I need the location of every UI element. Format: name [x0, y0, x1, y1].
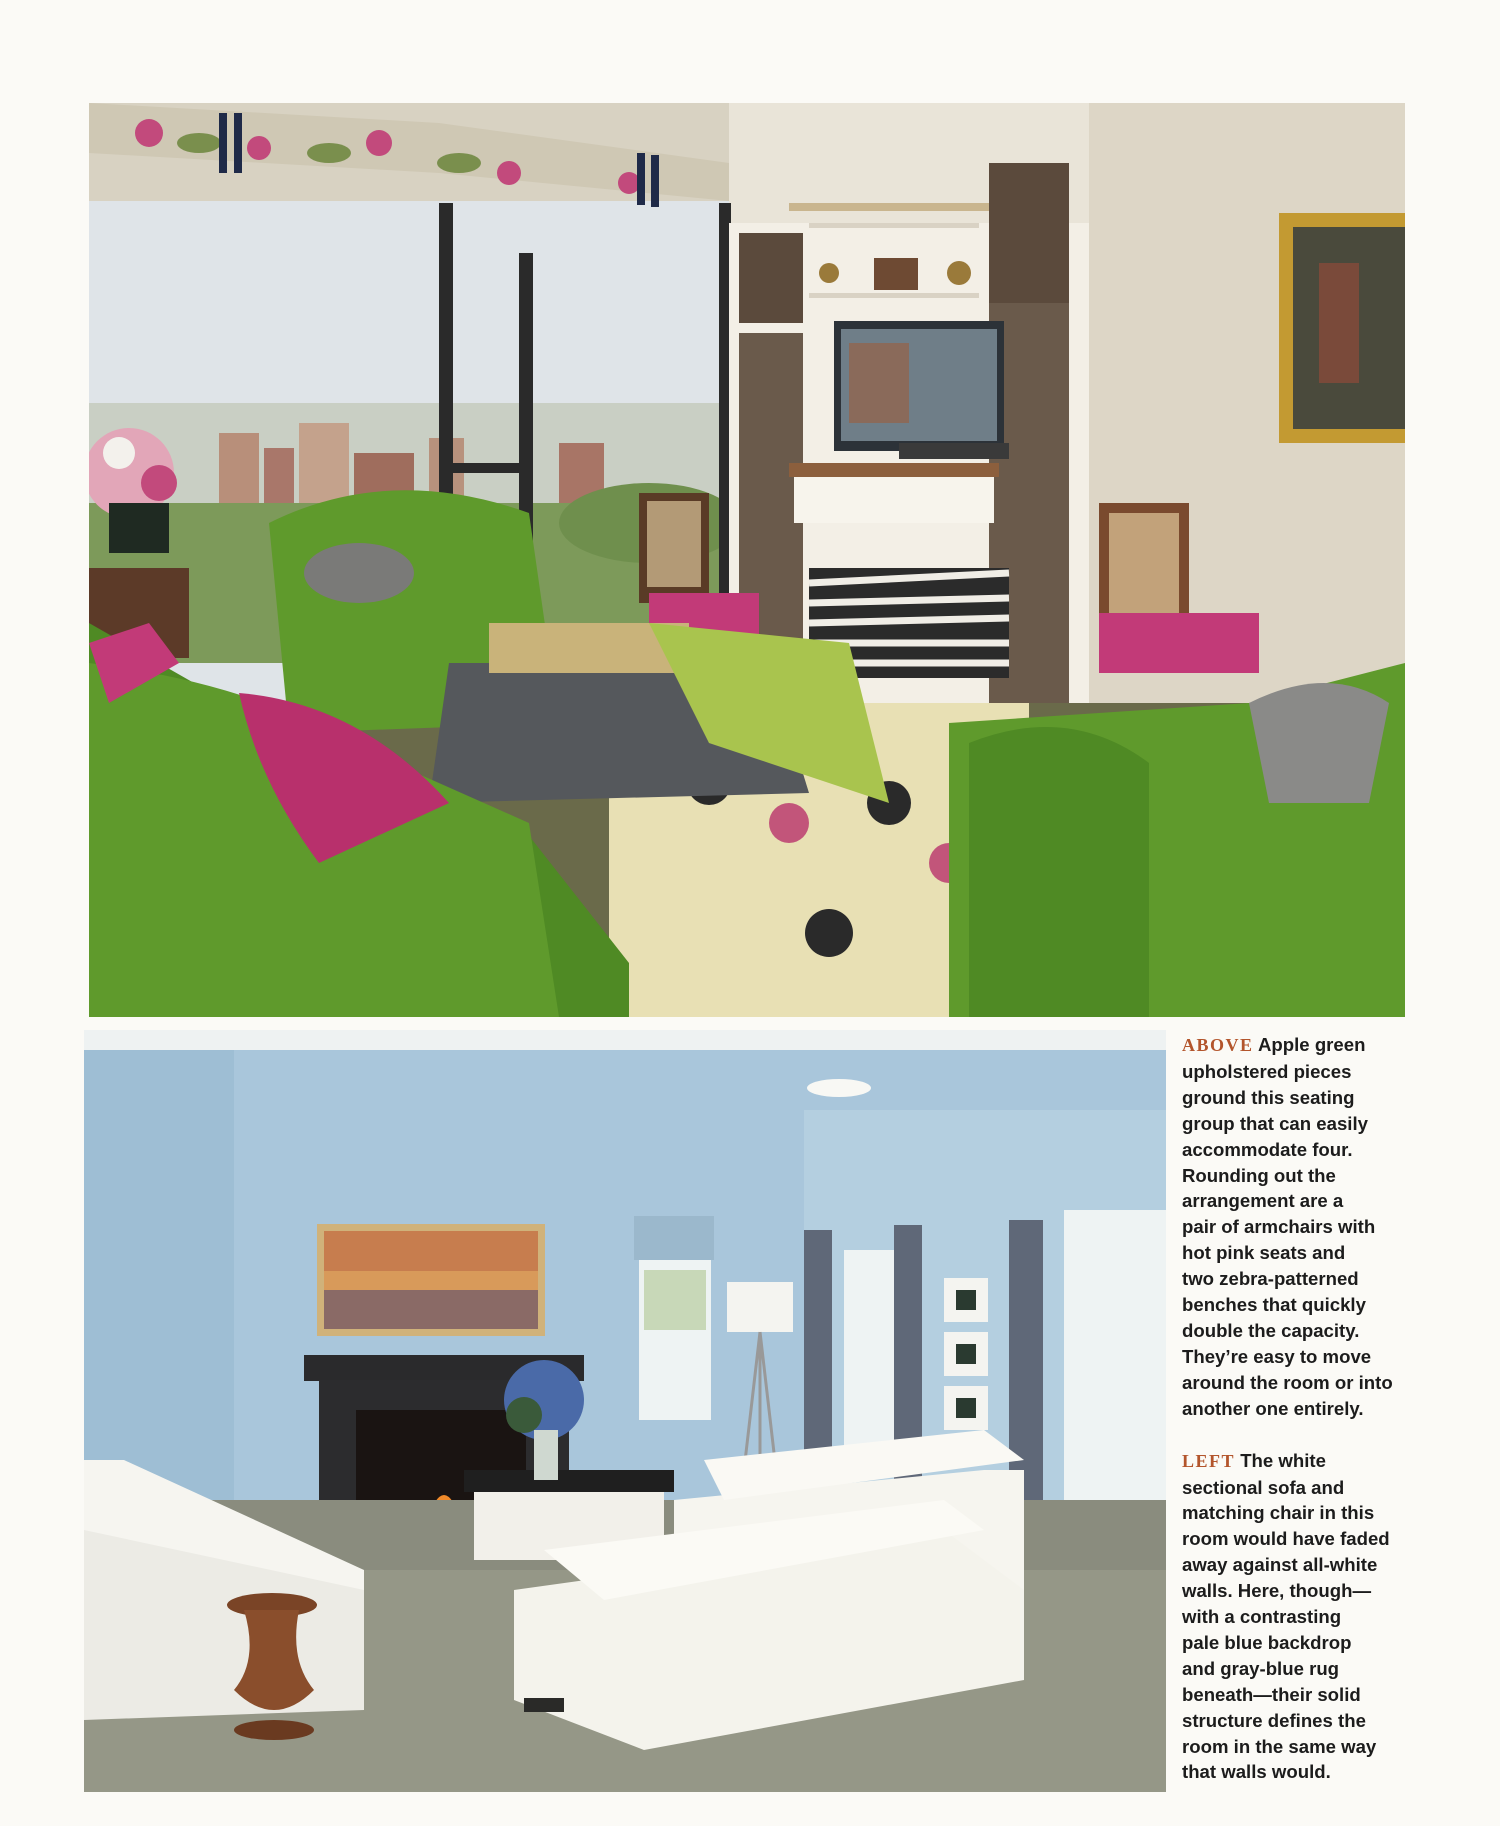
caption-line: hot pink seats and — [1182, 1242, 1346, 1264]
caption-line: walls. Here, though— — [1182, 1580, 1372, 1602]
caption-line: pale blue backdrop — [1182, 1631, 1352, 1653]
caption-line: group that can easily — [1182, 1112, 1368, 1134]
caption-line: Apple green — [1258, 1034, 1366, 1055]
caption-column — [1182, 1032, 1414, 1811]
photo-blue-room-white-sectional — [84, 1030, 1166, 1792]
caption-line: room in the same way — [1182, 1735, 1377, 1757]
caption-line: another one entirely. — [1182, 1397, 1364, 1419]
caption-line: structure defines the — [1182, 1709, 1366, 1731]
photo-living-room-green — [89, 103, 1405, 1017]
caption-line: pair of armchairs with — [1182, 1216, 1376, 1238]
caption-line: sectional sofa and — [1182, 1476, 1345, 1498]
caption-left — [1182, 1448, 1414, 1786]
caption-line: benches that quickly — [1182, 1294, 1366, 1316]
caption-line: that walls would. — [1182, 1761, 1331, 1783]
caption-line: beneath—their solid — [1182, 1683, 1361, 1705]
caption-line: Rounding out the — [1182, 1164, 1336, 1186]
caption-line: away against all-white — [1182, 1554, 1378, 1576]
caption-lead: ABOVE — [1182, 1035, 1254, 1055]
caption-above — [1182, 1032, 1414, 1422]
caption-line: arrangement are a — [1182, 1190, 1344, 1212]
caption-line: two zebra-patterned — [1182, 1268, 1359, 1290]
caption-line: accommodate four. — [1182, 1138, 1353, 1160]
caption-line: room would have faded — [1182, 1528, 1390, 1550]
caption-line: upholstered pieces — [1182, 1060, 1352, 1082]
caption-line: around the room or into — [1182, 1371, 1393, 1393]
caption-line: matching chair in this — [1182, 1502, 1375, 1524]
caption-line: double the capacity. — [1182, 1319, 1360, 1341]
caption-line: with a contrasting — [1182, 1606, 1342, 1628]
caption-line: The white — [1240, 1449, 1326, 1471]
caption-line: They’re easy to move — [1182, 1345, 1372, 1367]
living-room-illustration — [89, 103, 1405, 1017]
blue-room-illustration — [84, 1030, 1166, 1792]
caption-line: and gray-blue rug — [1182, 1657, 1340, 1679]
caption-line: ground this seating — [1182, 1086, 1355, 1108]
caption-lead: LEFT — [1182, 1450, 1236, 1471]
